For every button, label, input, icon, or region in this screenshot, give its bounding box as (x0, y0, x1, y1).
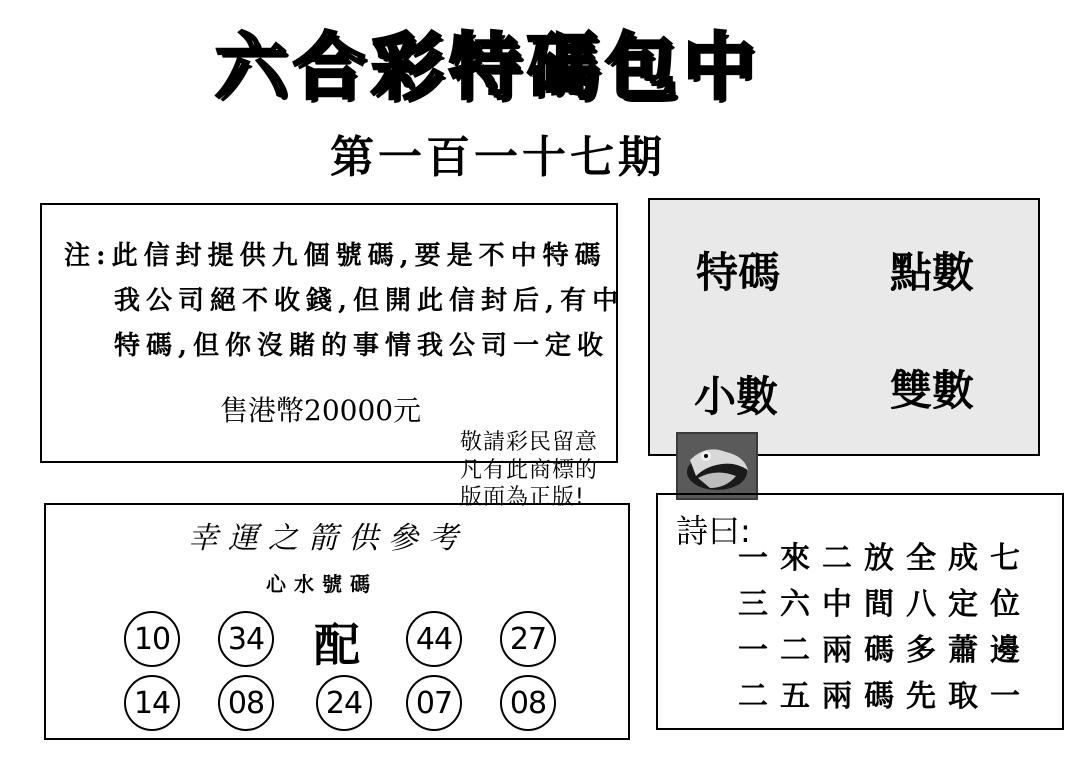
trademark-notice-line: 敬請彩民留意 (460, 430, 599, 455)
issue-number: 第一百一十七期 (330, 132, 666, 183)
pair-mark: 配 (314, 618, 360, 672)
number-ball: 24 (316, 675, 372, 731)
poem-line: 一二兩碼多蕭邊 (738, 633, 1032, 668)
lucky-subtitle: 心水號碼 (266, 572, 378, 596)
number-ball: 44 (406, 611, 462, 667)
poem-label: 詩曰: (676, 512, 751, 550)
price-text: 售港幣20000元 (220, 394, 422, 427)
property-label: 特碼 (696, 248, 781, 297)
number-ball: 08 (500, 675, 556, 731)
notice-line: 特碼,但你沒賭的事情我公司一定收 (114, 331, 610, 361)
poem-line: 三六中間八定位 (738, 587, 1032, 622)
trademark-logo-icon (676, 432, 758, 500)
number-ball: 34 (218, 611, 274, 667)
property-label: 點數 (890, 248, 975, 297)
poem-box (656, 493, 1064, 730)
poem-line: 一來二放全成七 (738, 541, 1032, 576)
number-ball: 07 (406, 675, 462, 731)
poem-line: 二五兩碼先取一 (738, 679, 1032, 714)
number-ball: 10 (124, 611, 180, 667)
number-ball: 08 (218, 675, 274, 731)
page-title: 六合彩特碼包中 (215, 25, 762, 109)
property-box (648, 198, 1040, 456)
lucky-title: 幸運之箭供參考 (188, 521, 468, 556)
number-ball: 27 (500, 611, 556, 667)
notice-box (40, 203, 625, 463)
trademark-notice-line: 版面為正版! (460, 485, 585, 510)
number-ball: 14 (124, 675, 180, 731)
trademark-notice-line: 凡有此商標的 (460, 458, 599, 483)
notice-line: 我公司絕不收錢,但開此信封后,有中 (114, 286, 625, 316)
notice-line: 注:此信封提供九個號碼,要是不中特碼 (64, 241, 607, 271)
lucky-numbers-box (44, 503, 630, 740)
property-label: 雙數 (890, 366, 975, 415)
property-label: 小數 (694, 372, 779, 421)
